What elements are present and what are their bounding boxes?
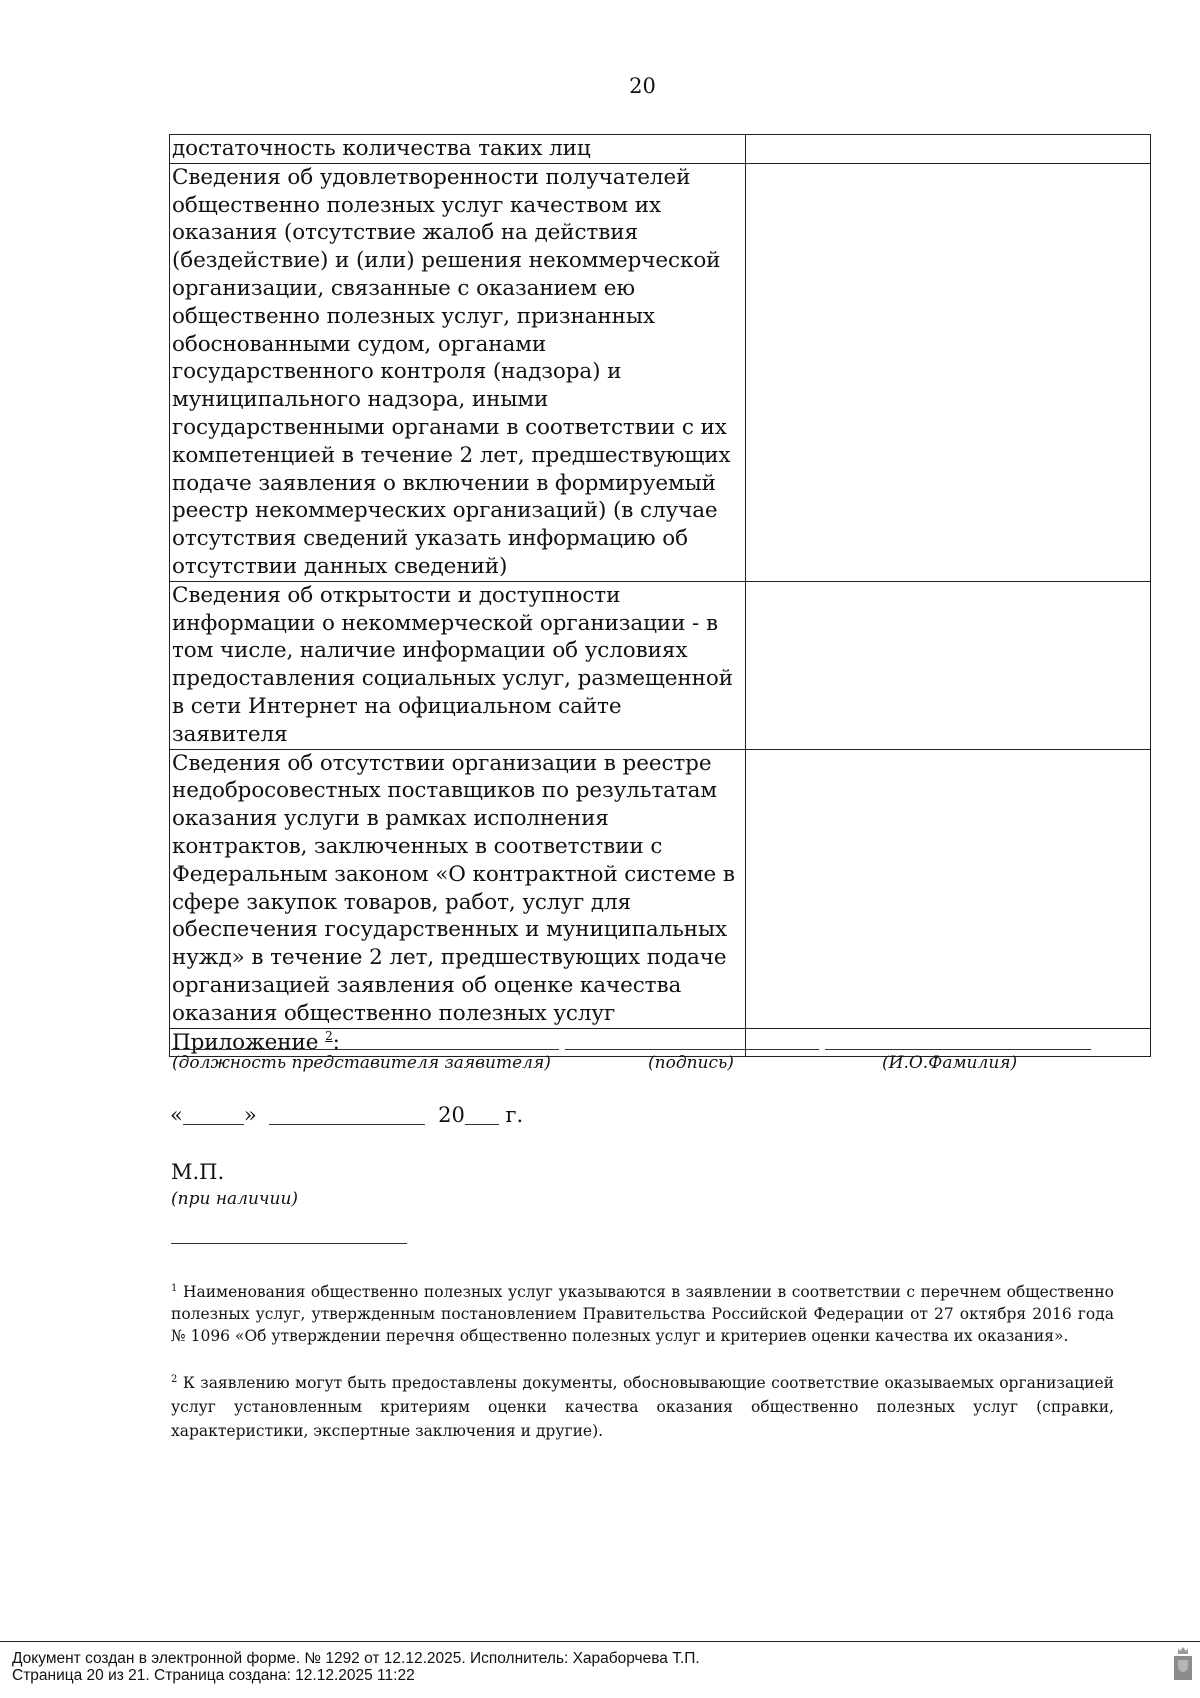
table-cell-value [746, 163, 1151, 581]
footnote-ref[interactable]: 2 [325, 1028, 333, 1043]
footnote-2-ref: 2 [171, 1374, 178, 1385]
footnote-2 [171, 1371, 1114, 1443]
signature-line [565, 1049, 819, 1050]
stamp-label: М.П. [171, 1160, 225, 1184]
signature-caption: (подпись) [648, 1053, 734, 1073]
table-row [170, 749, 1151, 1028]
footnote-1 [171, 1281, 1114, 1347]
year-suffix: г. [505, 1103, 524, 1127]
attachment-label: Приложение [172, 1029, 319, 1055]
table-cell-label: Сведения об открытости и доступности информации о некоммерческой организации - в том числе, наличие информации об условиях предоставления социальных услуг, размещенной в сети Интернет на официальном сайте заявителя [170, 581, 746, 749]
table-cell-label: достаточность количества таких лиц [170, 135, 746, 164]
criteria-table [169, 134, 1151, 1057]
day-blank [183, 1104, 244, 1125]
table-row [170, 135, 1151, 164]
table-row [170, 163, 1151, 581]
page-number: 20 [629, 74, 656, 98]
date-close-quote: » [243, 1103, 257, 1127]
attachment-suffix: : [332, 1029, 340, 1055]
position-signature-line [171, 1049, 559, 1050]
footnote-2-text: К заявлению могут быть предоставлены документы, обосновывающие соответствие оказываемых организацией услуг установленным критериям оценки качества оказания общественно полезных услуг (справки, характеристики, экспертные заключения и другие). [171, 1374, 1114, 1440]
year-prefix: 20 [438, 1103, 465, 1127]
coat-of-arms-icon [1172, 1646, 1194, 1682]
month-blank [269, 1104, 425, 1125]
footer-line-2: Страница 20 из 21. Страница создана: 12.12.2025 11:22 [12, 1667, 415, 1684]
table-cell-label: Сведения об удовлетворенности получателей общественно полезных услуг качеством их оказания (отсутствие жалоб на действия (бездействие) и (или) решения некоммерческой организации, связанные с оказанием ею общественно полезных услуг, признанных обоснованными судом, органами государственного контроля (надзора) и муниципального надзора, иными государственными органами в соответствии с их компетенцией в течение 2 лет, предшествующих подаче заявления о включении в формируемый реестр некоммерческих организаций) (в случае отсутствия сведений указать информацию об отсутствии данных сведений) [170, 163, 746, 581]
table-cell-value [746, 581, 1151, 749]
table-cell-value [746, 749, 1151, 1028]
footnote-1-text: Наименования общественно полезных услуг указываются в заявлении в соответствии с перечнем общественно полезных услуг, утвержденным постановлением Правительства Российской Федерации от 27 октября 2016 года № 1096 «Об утверждении перечня общественно полезных услуг и критериев оценки качества их оказания». [171, 1283, 1114, 1345]
table-cell-label: Сведения об отсутствии организации в реестре недобросовестных поставщиков по результатам оказания услуги в рамках исполнения контрактов, заключенных в соответствии с Федеральным законом «О контрактной системе в сфере закупок товаров, работ, услуг для обеспечения государственных и муниципальных нужд» в течение 2 лет, предшествующих подаче организацией заявления об оценке качества оказания общественно полезных услуг [170, 749, 746, 1028]
date-open-quote: « [170, 1103, 183, 1127]
footnote-1-ref: 1 [171, 1283, 178, 1294]
position-caption: (должность представителя заявителя) [172, 1053, 551, 1073]
table-cell-value [746, 135, 1151, 164]
footer-line-1: Документ создан в электронной форме. № 1292 от 12.12.2025. Исполнитель: Хараборчева Т.П. [12, 1650, 700, 1667]
name-caption: (И.О.Фамилия) [882, 1053, 1018, 1073]
footer-separator [0, 1641, 1200, 1642]
date-line [170, 1103, 523, 1127]
stamp-note: (при наличии) [171, 1189, 299, 1209]
year-blank [465, 1104, 499, 1125]
table-row [170, 581, 1151, 749]
footnote-separator [171, 1243, 407, 1244]
name-signature-line [825, 1049, 1091, 1050]
